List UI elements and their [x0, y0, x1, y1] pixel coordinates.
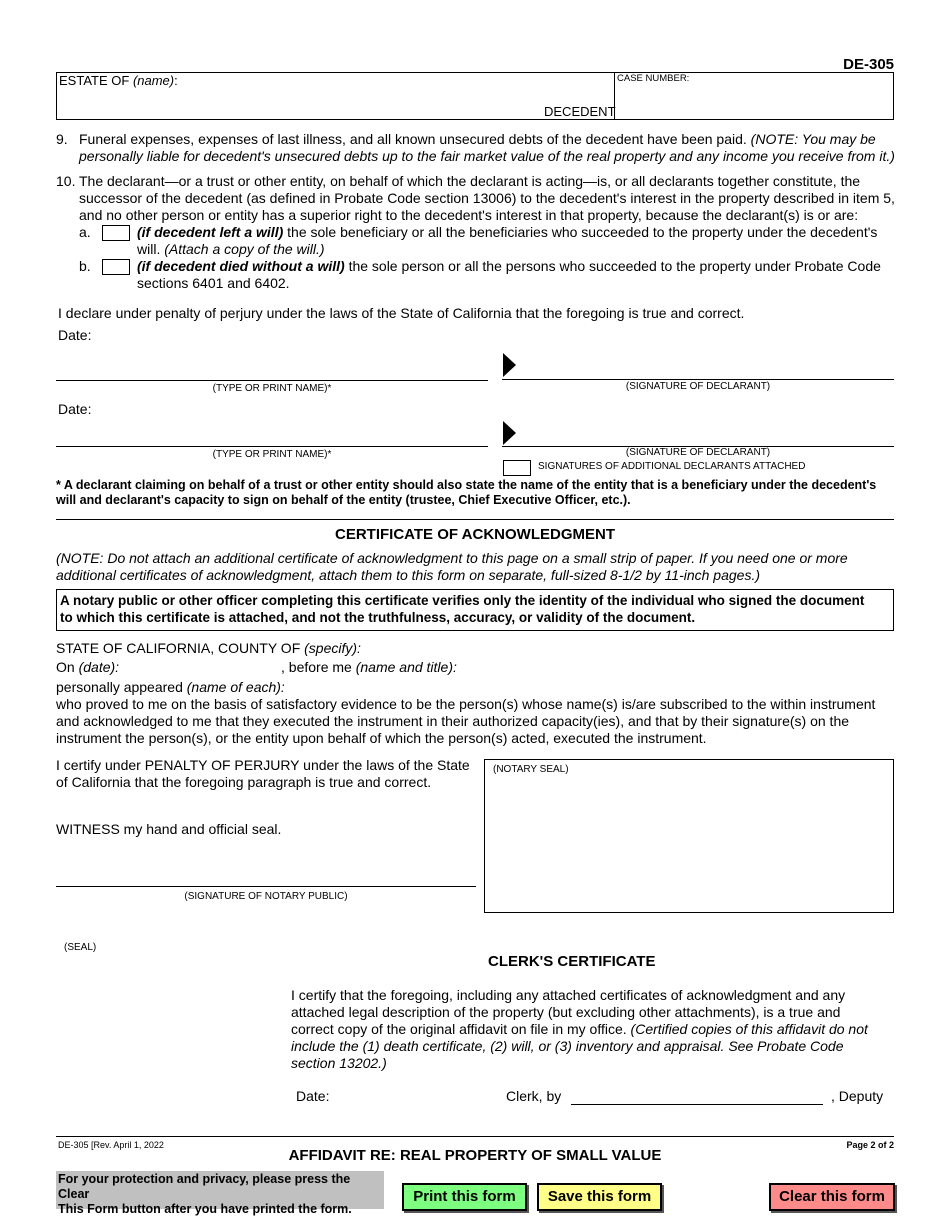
- clerk-by-label: Clerk, by: [506, 1088, 562, 1104]
- type-name-label-1: (TYPE OR PRINT NAME)*: [212, 383, 332, 394]
- item-10-line2: successor of the decedent (as defined in Probate Code section 13006) to the decedent's interest in the property described in item 5,: [79, 190, 895, 206]
- appeared-names-field[interactable]: [290, 678, 890, 696]
- type-name-field-2[interactable]: [56, 422, 488, 446]
- item-10b-letter: b.: [79, 258, 91, 274]
- state-county-label: STATE OF CALIFORNIA, COUNTY OF (specify):: [56, 640, 361, 656]
- item-10b-text: (if decedent died without a will) the sole person or all the persons who succeeded to the property under Probate Code: [137, 258, 881, 274]
- acknowledgment-note: (NOTE: Do not attach an additional certificate of acknowledgment to this page on a small strip of paper. If you need one or more additional certificates of acknowledgment, attach them to this form on separate, full-sized 8-1/2 by 11-inch pages.): [56, 550, 848, 583]
- additional-declarants-label: SIGNATURES OF ADDITIONAL DECLARANTS ATTACHED: [538, 461, 806, 472]
- witness-text: WITNESS my hand and official seal.: [56, 821, 282, 837]
- item-10a-checkbox[interactable]: [102, 225, 130, 241]
- signature-arrow-icon: [503, 421, 516, 445]
- deputy-label: , Deputy: [831, 1088, 884, 1104]
- item-9-text: Funeral expenses, expenses of last illness, and all known unsecured debts of the decedent have been paid. (NOTE: You may be: [79, 131, 876, 147]
- item-10-line3: and no other person or entity has a superior right to the decedent's interest in that property, because the declarant(s) is or are:: [79, 207, 859, 223]
- proved-paragraph: who proved to me on the basis of satisfactory evidence to be the person(s) whose name(s) is/are subscribed to the within instrument and acknowledged to me that they executed the instrument in their authorized capacity(ies), and that by their signature(s) on the instrument the person(s), or the entity upon behalf of which the person(s) acted, executed the instrument.: [56, 696, 876, 746]
- type-name-field-1[interactable]: [56, 356, 488, 380]
- date-label-1: Date:: [58, 327, 92, 343]
- item-10-number: 10.: [56, 173, 76, 189]
- before-me-label: , before me (name and title):: [281, 659, 457, 675]
- decedent-label: DECEDENT: [544, 104, 616, 119]
- clear-form-button[interactable]: Clear this form: [769, 1183, 895, 1211]
- footnote: * A declarant claiming on behalf of a trust or other entity should also state the name of the entity that is a beneficiary under the decedent's will and declarant's capacity to sign on behalf of the entity (trustee, Chief Executive Officer, etc.).: [56, 478, 877, 507]
- seal-label: (SEAL): [64, 942, 97, 953]
- additional-declarants-checkbox[interactable]: [503, 460, 531, 476]
- case-number-field[interactable]: [616, 86, 892, 118]
- on-date-label: On (date):: [56, 659, 120, 675]
- item-10a-text: (if decedent left a will) the sole beneficiary or all the beneficiaries who succeeded to the property under the decedent's: [137, 224, 878, 240]
- signature-label-1: (SIGNATURE OF DECLARANT): [625, 381, 771, 392]
- form-title: AFFIDAVIT RE: REAL PROPERTY OF SMALL VALUE: [288, 1147, 662, 1164]
- save-form-button[interactable]: Save this form: [537, 1183, 662, 1211]
- form-number: DE-305: [843, 56, 894, 73]
- notary-seal-box: [484, 759, 894, 913]
- signature-arrow-icon: [503, 353, 516, 377]
- clerk-date-label: Date:: [296, 1088, 330, 1104]
- item-10b-line2: sections 6401 and 6402.: [137, 275, 290, 291]
- notary-disclaimer-box: A notary public or other officer completing this certificate verifies only the identity of the individual who signed the document to which this certificate is attached, and not the truthfulness, accuracy, or validity of the document.: [56, 589, 894, 631]
- notary-signature-label: (SIGNATURE OF NOTARY PUBLIC): [184, 891, 348, 902]
- item-10b-checkbox[interactable]: [102, 259, 130, 275]
- date-field-2[interactable]: [100, 400, 400, 418]
- item-10a-letter: a.: [79, 224, 91, 240]
- date-field-1[interactable]: [100, 326, 400, 344]
- clerk-certificate-title: CLERK'S CERTIFICATE: [488, 953, 656, 970]
- officer-name-field[interactable]: [460, 658, 890, 676]
- item-9-number: 9.: [56, 131, 68, 147]
- certify-paragraph: I certify under PENALTY OF PERJURY under the laws of the State of California that the foregoing paragraph is true and correct.: [56, 757, 470, 790]
- perjury-statement: I declare under penalty of perjury under the laws of the State of California that the foregoing is true and correct.: [58, 305, 745, 321]
- date-label-2: Date:: [58, 401, 92, 417]
- county-field[interactable]: [370, 639, 890, 657]
- on-date-field[interactable]: [125, 658, 280, 676]
- estate-name-field[interactable]: [58, 90, 538, 116]
- case-number-label: CASE NUMBER:: [617, 73, 690, 84]
- privacy-notice: For your protection and privacy, please press the Clear This Form button after you have printed the form.: [56, 1171, 384, 1209]
- signature-label-2: (SIGNATURE OF DECLARANT): [625, 447, 771, 458]
- estate-label: ESTATE OF (name):: [59, 73, 178, 88]
- item-10a-line2: will. (Attach a copy of the will.): [137, 241, 325, 257]
- acknowledgment-title: CERTIFICATE OF ACKNOWLEDGMENT: [335, 526, 615, 543]
- page-number: Page 2 of 2: [846, 1140, 894, 1150]
- revision-label: DE-305 [Rev. April 1, 2022: [58, 1140, 164, 1150]
- clerk-paragraph: I certify that the foregoing, including any attached certificates of acknowledgment and any attached legal description of the property (but excluding other attachments), is a true and correct copy of the original affidavit on file in my office. (Certified copies of this affidavit do not include the (1) death certificate, (2) will, or (3) inventory and appraisal. See Probate Code section 13202.): [291, 987, 868, 1071]
- item-9-note: personally liable for decedent's unsecured debts up to the fair market value of the real property and any income you receive from it.): [79, 148, 895, 164]
- type-name-label-2: (TYPE OR PRINT NAME)*: [212, 449, 332, 460]
- print-form-button[interactable]: Print this form: [402, 1183, 527, 1211]
- item-10-line1: The declarant—or a trust or other entity, on behalf of which the declarant is acting—is, or all declarants together constitute, the: [79, 173, 861, 189]
- clerk-date-field[interactable]: [335, 1087, 495, 1105]
- notary-seal-label: (NOTARY SEAL): [493, 764, 569, 775]
- personally-appeared-label: personally appeared (name of each):: [56, 679, 285, 695]
